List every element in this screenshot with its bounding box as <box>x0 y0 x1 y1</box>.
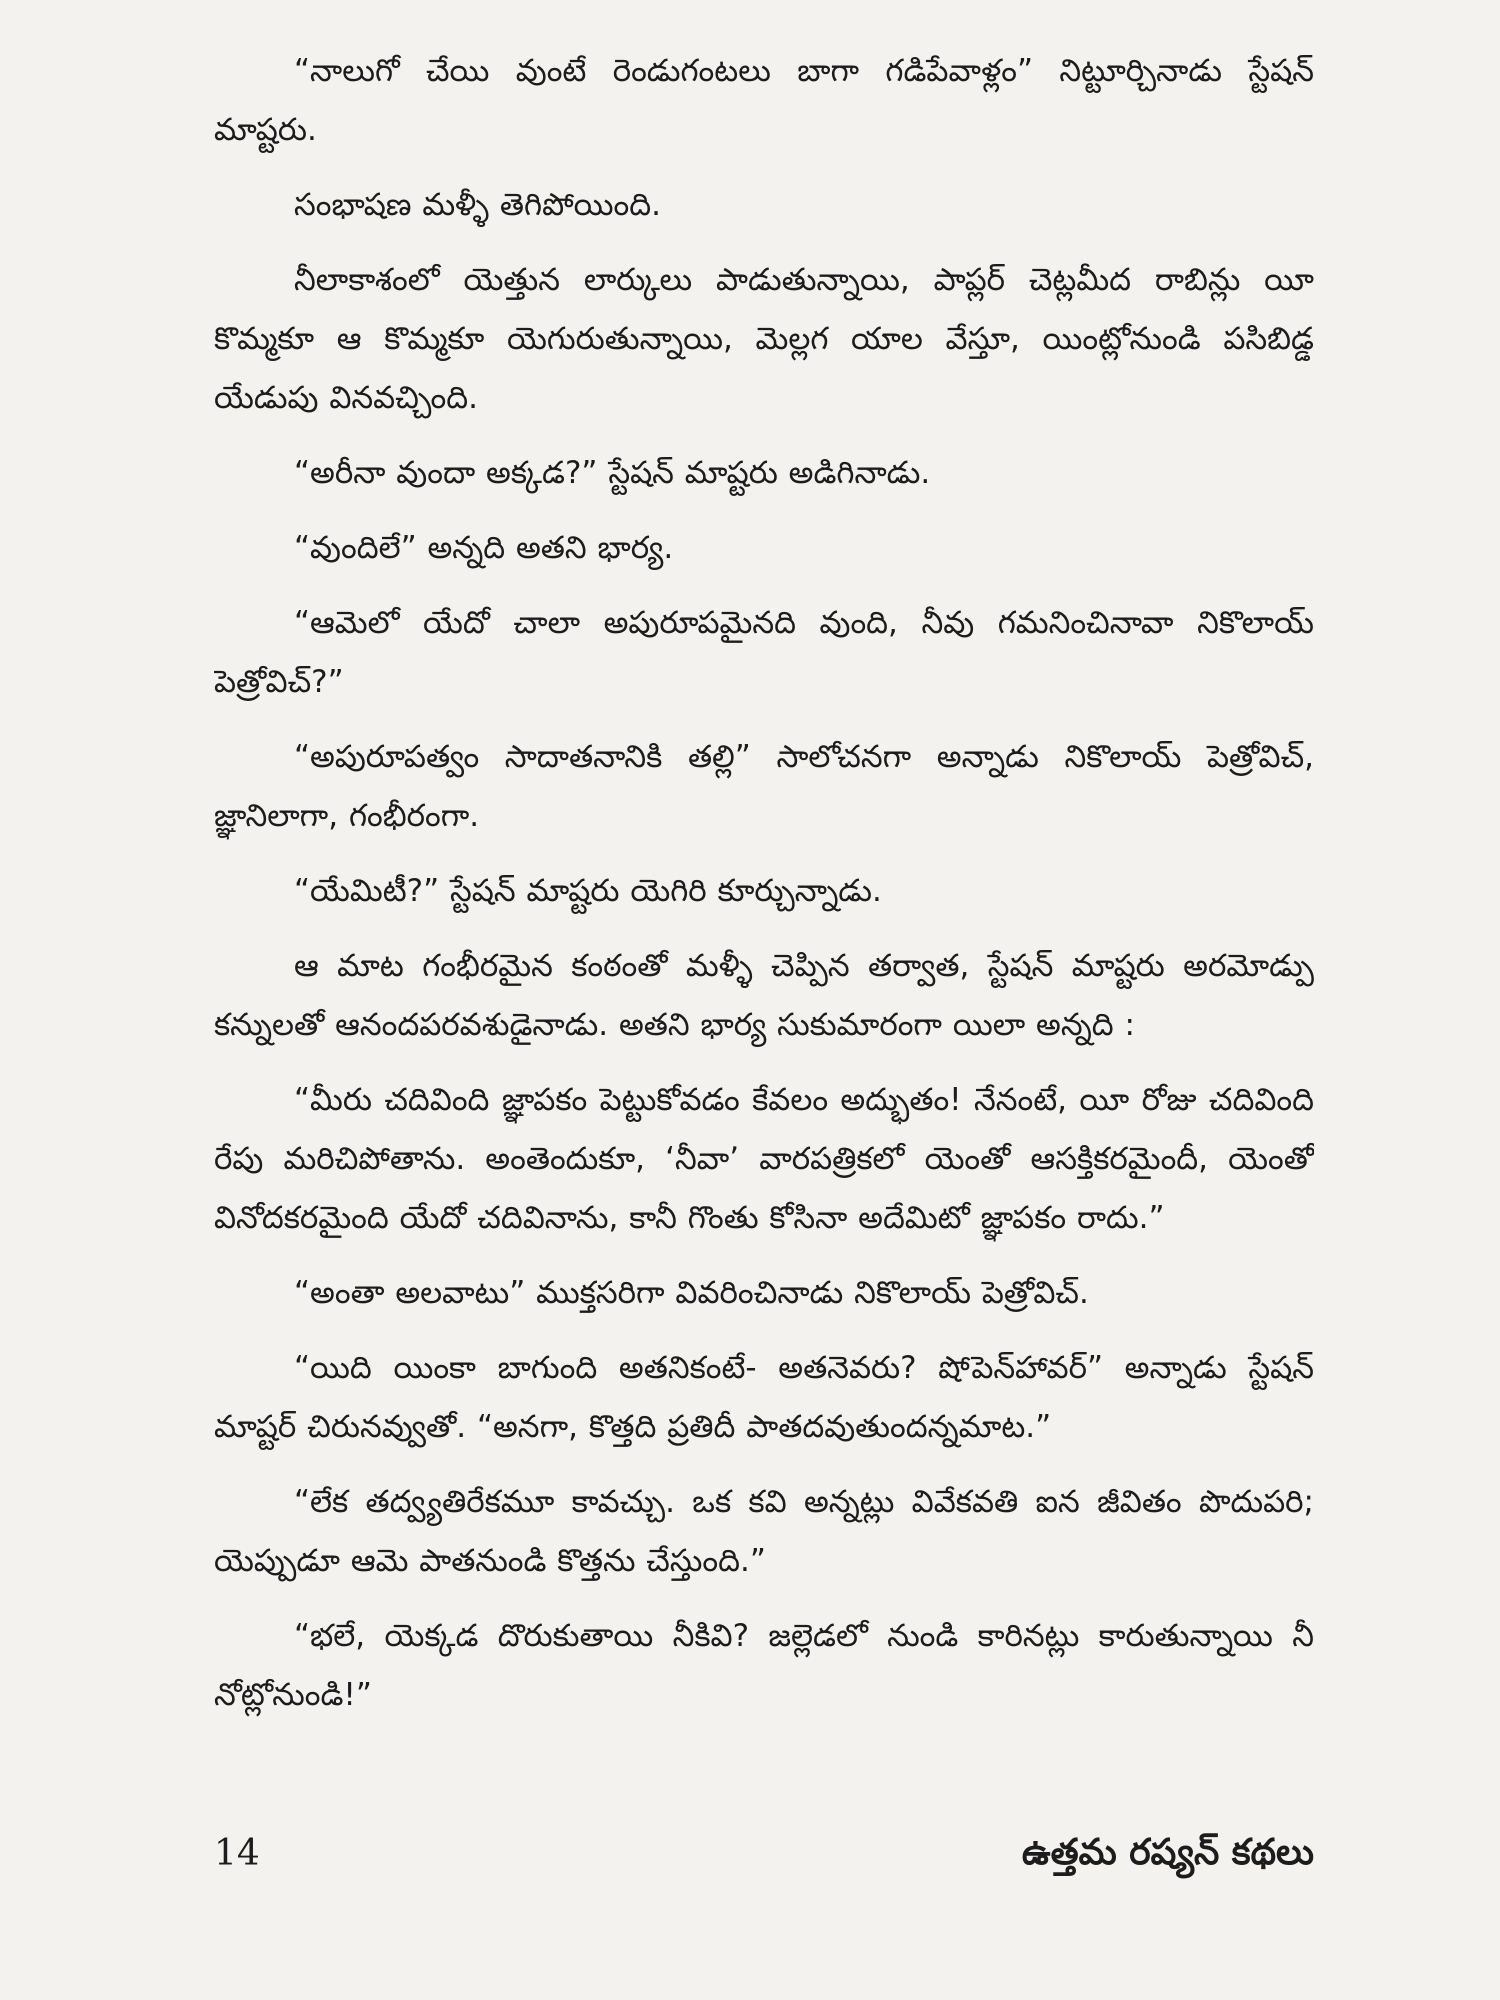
paragraph-9: ఆ మాట గంభీరమైన కంఠంతో మళ్ళీ చెప్పిన తర్వాత, స్టేషన్ మాష్టరు అరమోడ్పు కన్నులతో ఆనందపరవశుడైనాడు. అతని భార్య సుకుమారంగా యిలా అన్నది : <box>214 948 1314 1043</box>
page-number: 14 <box>214 1833 260 1874</box>
paragraph-11: “అంతా అలవాటు” ముక్తసరిగా వివరించినాడు నికొలాయ్ పెత్రోవిచ్. <box>294 1275 1089 1311</box>
paragraph-1: “నాలుగో చేయి వుంటే రెండుగంటలు బాగా గడిపేవాళ్లం” నిట్టూర్చినాడు స్టేషన్ మాష్టరు. <box>214 53 1314 148</box>
page-footer <box>214 1822 1314 1892</box>
book-title: ఉత్తమ రష్యన్ కథలు <box>1021 1832 1314 1873</box>
paragraph-13: “లేక తద్వ్యతిరేకమూ కావచ్చు. ఒక కవి అన్నట్లు వివేకవతి ఐన జీవితం పొదుపరి; యెప్పుడూ ఆమె పాతనుండి కొత్తను చేస్తుంది.” <box>214 1484 1314 1579</box>
paragraph-10: “మీరు చదివింది జ్ఞాపకం పెట్టుకోవడం కేవలం అద్భుతం! నేనంటే, యీ రోజు చదివింది రేపు మరిచిపోతాను. అంతెందుకూ, ‘నీవా’ వారపత్రికలో యెంతో ఆసక్తికరమైందీ, యెంతో వినోదకరమైంది యేదో చదివినాను, కానీ గొంతు కోసినా అదేమిటో జ్ఞాపకం రాదు.” <box>214 1082 1314 1236</box>
paragraph-3: నీలాకాశంలో యెత్తున లార్కులు పాడుతున్నాయి, పాప్లర్ చెట్లమీద రాబిన్లు యీ కొమ్మకూ ఆ కొమ్మకూ యెగురుతున్నాయి, మెల్లగ యాల వేస్తూ, యింట్లోనుండి పసిబిడ్డ యేడుపు వినవచ్చింది. <box>214 262 1314 416</box>
paragraph-2: సంభాషణ మళ్ళీ తెగిపోయింది. <box>294 187 661 223</box>
paragraph-14: “భలే, యెక్కడ దొరుకుతాయి నీకివి? జల్లెడలో నుండి కారినట్లు కారుతున్నాయి నీ నోట్లోనుండి!” <box>214 1618 1314 1713</box>
paragraph-8: “యేమిటీ?” స్టేషన్ మాష్టరు యెగిరి కూర్చున్నాడు. <box>294 873 882 909</box>
paragraph-6: “ఆమెలో యేదో చాలా అపురూపమైనది వుంది, నీవు గమనించినావా నికొలాయ్ పెత్రోవిచ్?” <box>214 605 1314 700</box>
paragraph-7: “అపురూపత్వం సాదాతనానికి తల్లి” సాలోచనగా అన్నాడు నికొలాయ్ పెత్రోవిచ్, జ్ఞానిలాగా, గంభీరంగా. <box>214 739 1314 834</box>
page-body <box>214 42 1314 1732</box>
paragraph-12: “యిది యింకా బాగుంది అతనికంటే- అతనెవరు? షోపెన్‌హావర్” అన్నాడు స్టేషన్ మాష్టర్ చిరునవ్వుతో. “అనగా, కొత్తది ప్రతిదీ పాతదవుతుందన్నమాట.” <box>214 1350 1314 1445</box>
paragraph-5: “వుందిలే” అన్నది అతని భార్య. <box>294 530 674 566</box>
paragraph-4: “అరీనా వుందా అక్కడ?” స్టేషన్ మాష్టరు అడిగినాడు. <box>294 455 931 491</box>
